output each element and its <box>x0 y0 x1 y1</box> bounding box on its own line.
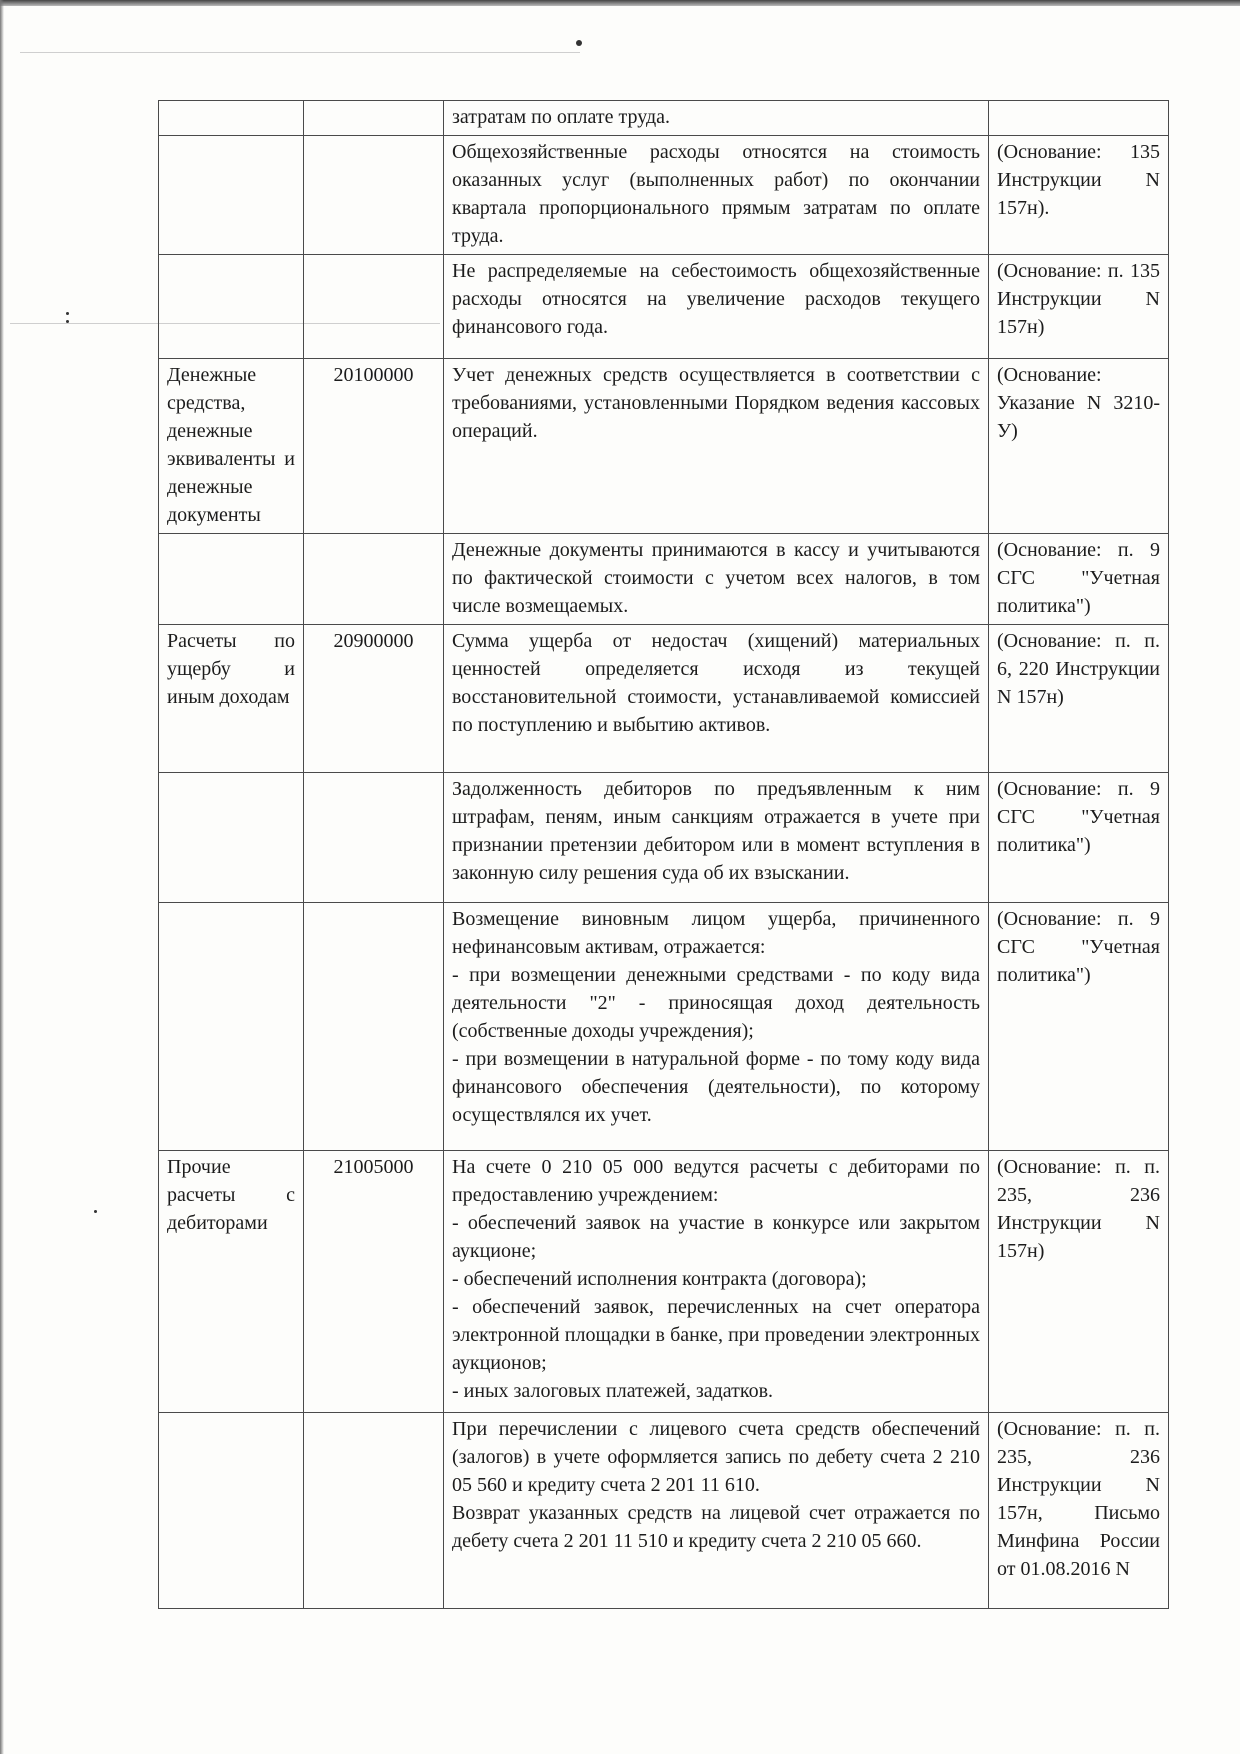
table-row <box>159 1151 1169 1413</box>
scan-speck <box>576 40 582 46</box>
legal-basis-cell: (Основание: 135 Инструкции N 157н). <box>989 136 1169 255</box>
accounting-policy-table <box>158 100 1169 1609</box>
legal-basis-cell: (Основание: п. п. 235, 236 Инструкции N 157н) <box>989 1151 1169 1413</box>
account-name-cell <box>159 255 304 359</box>
accounting-policy-table-body <box>159 101 1169 1609</box>
scan-speck <box>94 1210 97 1213</box>
account-code-cell <box>304 903 444 1151</box>
account-code-cell: 21005000 <box>304 1151 444 1413</box>
policy-text-cell <box>444 255 989 359</box>
policy-paragraph: На счете 0 210 05 000 ведутся расчеты с дебиторами по предоставлению учреждением: <box>452 1156 980 1206</box>
policy-paragraph: - иных залоговых платежей, задатков. <box>452 1380 774 1402</box>
policy-paragraph: Возмещение виновным лицом ущерба, причиненного нефинансовым активам, отражается: <box>452 908 980 958</box>
table-row <box>159 625 1169 773</box>
table-row <box>159 534 1169 625</box>
policy-text-cell <box>444 625 989 773</box>
scan-edge-left <box>0 0 4 1754</box>
table-row <box>159 1413 1169 1609</box>
legal-basis-cell: (Основание: п. 9 СГС "Учетная политика") <box>989 903 1169 1151</box>
legal-basis-cell: (Основание: п. п. 235, 236 Инструкции N 157н, Письмо Минфина России от 01.08.2016 N <box>989 1413 1169 1609</box>
table-row <box>159 255 1169 359</box>
policy-paragraph: Сумма ущерба от недостач (хищений) материальных ценностей определяется исходя из текущей восстановительной стоимости, устанавливаемой комиссией по поступлению и выбытию активов. <box>452 630 980 736</box>
policy-paragraph: - при возмещении в натуральной форме - по тому коду вида финансового обеспечения (деятельности), по которому осуществлялся их учет. <box>452 1048 980 1126</box>
policy-paragraph: - обеспечений заявок, перечисленных на счет оператора электронной площадки в банке, при проведении электронных аукционов; <box>452 1296 980 1374</box>
policy-paragraph: При перечислении с лицевого счета средств обеспечений (залогов) в учете оформляется запись по дебету счета 2 210 05 560 и кредиту счета 2 201 11 610. <box>452 1418 980 1496</box>
policy-paragraph: затратам по оплате труда. <box>452 106 670 128</box>
account-name-cell <box>159 101 304 136</box>
policy-paragraph: Учет денежных средств осуществляется в соответствии с требованиями, установленными Порядком ведения кассовых операций. <box>452 364 980 442</box>
scan-edge-top <box>0 0 1240 6</box>
table-row <box>159 773 1169 903</box>
policy-text-cell <box>444 534 989 625</box>
account-code-cell: 20900000 <box>304 625 444 773</box>
policy-text-cell <box>444 136 989 255</box>
scan-speck <box>66 312 69 315</box>
account-name-cell <box>159 773 304 903</box>
account-code-cell <box>304 773 444 903</box>
policy-paragraph: Возврат указанных средств на лицевой счет отражается по дебету счета 2 201 11 510 и кредиту счета 2 210 05 660. <box>452 1502 980 1552</box>
account-code-cell <box>304 136 444 255</box>
account-name-cell <box>159 1413 304 1609</box>
legal-basis-cell: (Основание: п. п. 6, 220 Инструкции N 157н) <box>989 625 1169 773</box>
legal-basis-cell: (Основание: п. 9 СГС "Учетная политика") <box>989 773 1169 903</box>
policy-text-cell <box>444 1151 989 1413</box>
policy-paragraph: Денежные документы принимаются в кассу и учитываются по фактической стоимости с учетом всех налогов, в том числе возмещаемых. <box>452 539 980 617</box>
account-name-cell <box>159 136 304 255</box>
policy-text-cell <box>444 101 989 136</box>
policy-paragraph: Задолженность дебиторов по предъявленным к ним штрафам, пеням, иным санкциям отражается в учете при признании претензии дебитором или в момент вступления в законную силу решения суда об их взыскании. <box>452 778 980 884</box>
policy-paragraph: - обеспечений исполнения контракта (договора); <box>452 1268 867 1290</box>
policy-text-cell <box>444 1413 989 1609</box>
scan-speck <box>66 320 69 323</box>
account-code-cell <box>304 101 444 136</box>
account-name-cell: Прочие расчеты с дебиторами <box>159 1151 304 1413</box>
policy-paragraph: Общехозяйственные расходы относятся на стоимость оказанных услуг (выполненных работ) по окончании квартала пропорционального прямым затратам по оплате труда. <box>452 141 980 247</box>
legal-basis-cell: (Основание: п. 9 СГС "Учетная политика") <box>989 534 1169 625</box>
account-code-cell: 20100000 <box>304 359 444 534</box>
policy-paragraph: Не распределяемые на себестоимость общехозяйственные расходы относятся на увеличение расходов текущего финансового года. <box>452 260 980 338</box>
scan-artifact-line <box>20 52 580 53</box>
account-code-cell <box>304 534 444 625</box>
table-row <box>159 101 1169 136</box>
legal-basis-cell: (Основание: п. 135 Инструкции N 157н) <box>989 255 1169 359</box>
policy-paragraph: - обеспечений заявок на участие в конкурсе или закрытом аукционе; <box>452 1212 980 1262</box>
account-name-cell <box>159 534 304 625</box>
table-row <box>159 359 1169 534</box>
legal-basis-cell: (Основание: Указание N 3210-У) <box>989 359 1169 534</box>
table-row <box>159 136 1169 255</box>
account-code-cell <box>304 255 444 359</box>
account-name-cell: Денежные средства, денежные эквиваленты и денежные документы <box>159 359 304 534</box>
policy-text-cell <box>444 359 989 534</box>
legal-basis-cell <box>989 101 1169 136</box>
policy-paragraph: - при возмещении денежными средствами - по коду вида деятельности "2" - приносящая доход деятельность (собственные доходы учреждения); <box>452 964 980 1042</box>
policy-text-cell <box>444 773 989 903</box>
account-code-cell <box>304 1413 444 1609</box>
table-row <box>159 903 1169 1151</box>
account-name-cell: Расчеты по ущербу и иным доходам <box>159 625 304 773</box>
account-name-cell <box>159 903 304 1151</box>
policy-text-cell <box>444 903 989 1151</box>
